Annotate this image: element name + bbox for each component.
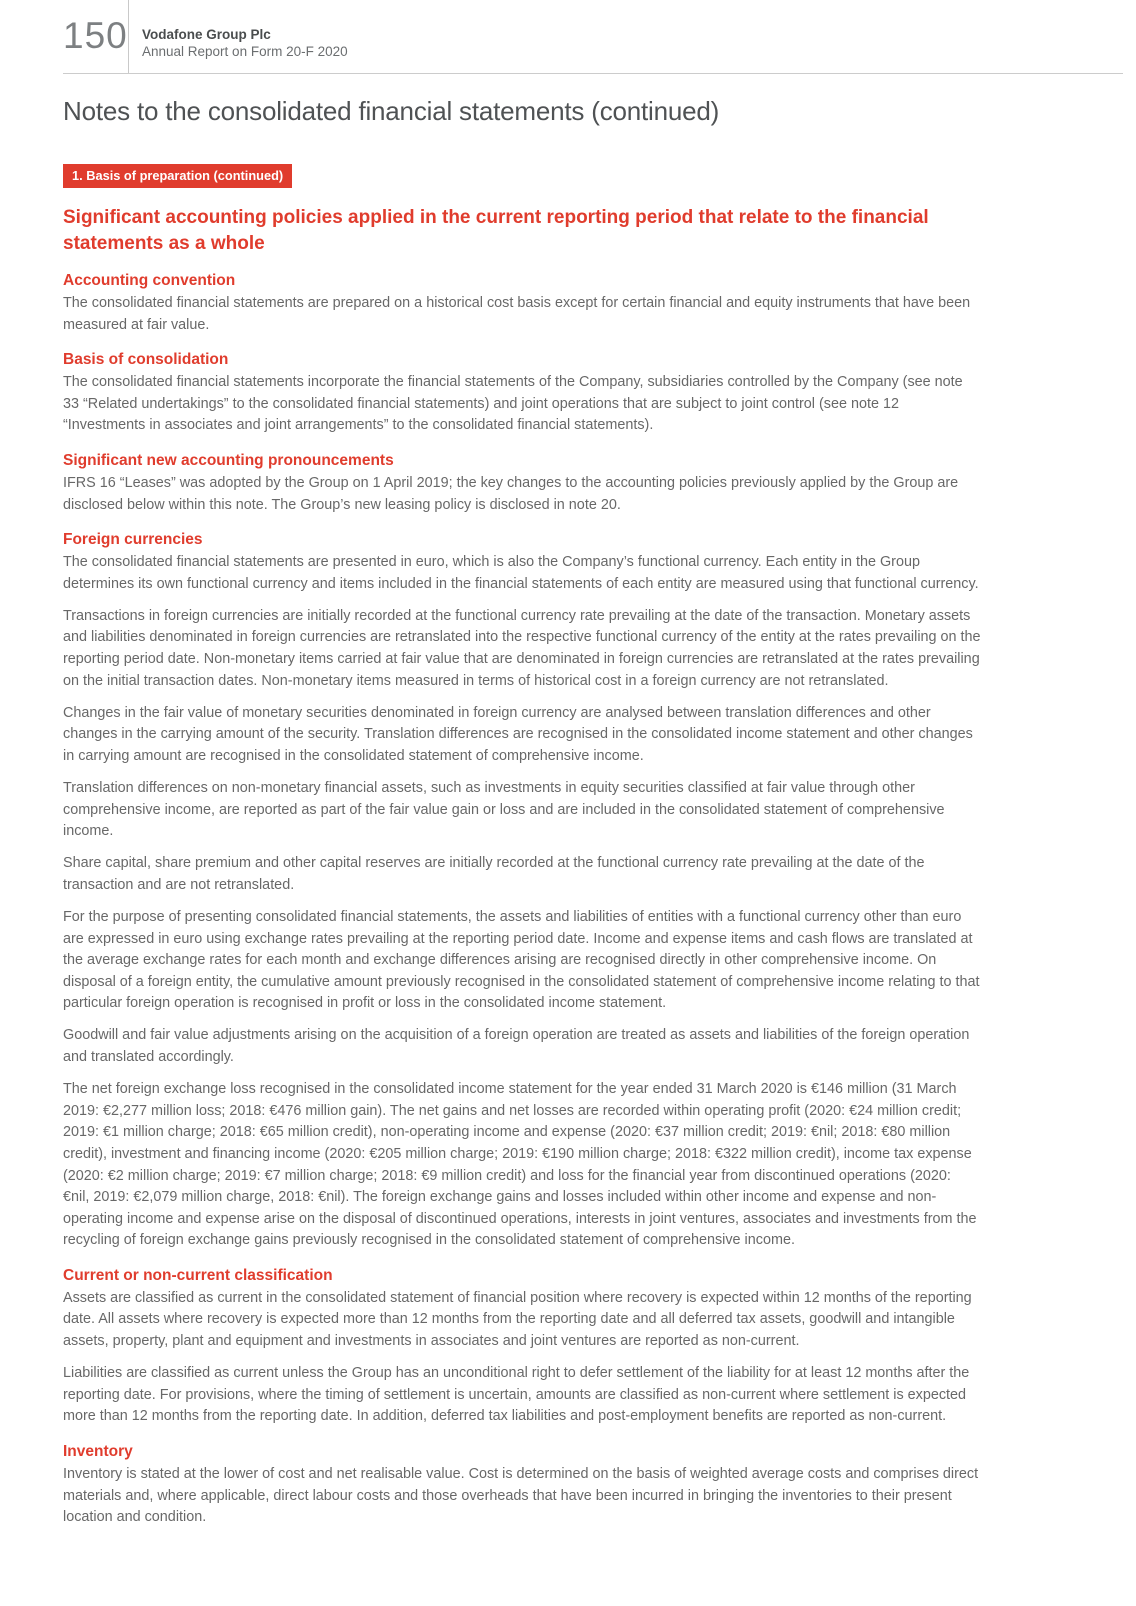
paragraph: Liabilities are classified as current unless the Group has an unconditional right to defer settlement of the liability for at least 12 months after the reporting date. For provisions, where the timing of settlement is uncertain, amounts are classified as non-current where settlement is expected more than 12 months from the reporting date. In addition, deferred tax liabilities and post-employment benefits are reported as non-current. — [63, 1365, 970, 1425]
report-header — [142, 27, 348, 60]
paragraph: The consolidated financial statements are prepared on a historical cost basis except for certain financial and equity instruments that have been measured at fair value. — [63, 295, 971, 333]
note-badge: 1. Basis of preparation (continued) — [63, 164, 292, 188]
paragraph: The net foreign exchange loss recognised in the consolidated income statement for the year ended 31 March 2020 is €146 million (31 March 2019: €2,277 million loss; 2018: €476 million gain). The net gains and net losses are recorded within operating profit (2020: €24 million credit; 2019: €1 million charge; 2018: €65 million credit), non-operating income and expense (2020: €37 million credit; 2019: €nil; 2018: €80 million credit), investment and financing income (2020: €205 million charge; 2019: €190 million charge; 2018: €322 million credit), income tax expense (2020: €2 million charge; 2019: €7 million charge; 2018: €9 million credit) and loss for the financial year from discontinued operations (2020: €nil, 2019: €2,079 million charge, 2018: €nil). The foreign exchange gains and losses included within other income and expense and non-operating income and expense arise on the disposal of discontinued operations, interests in joint ventures, associates and investments from the recycling of foreign exchange gains previously recognised in the consolidated statement of comprehensive income. — [63, 1081, 977, 1249]
paragraph: The consolidated financial statements are presented in euro, which is also the Company’s functional currency. Each entity in the Group determines its own functional currency and items included in the financial statements of each entity are measured using that functional currency. — [63, 554, 979, 592]
paragraph: For the purpose of presenting consolidated financial statements, the assets and liabilities of entities with a functional currency other than euro are expressed in euro using exchange rates prevailing at the reporting period date. Income and expense items and cash flows are translated at the average exchange rates for each month and exchange differences arising are recognised directly in other comprehensive income. On disposal of a foreign entity, the cumulative amount previously recognised in the consolidated statement of comprehensive income relating to that particular foreign operation is recognised in profit or loss in the consolidated income statement. — [63, 908, 980, 1012]
report-name: Annual Report on Form 20-F 2020 — [142, 43, 348, 59]
paragraph: The consolidated financial statements incorporate the financial statements of the Company, subsidiaries controlled by the Company (see note 33 “Related undertakings” to the consolidated financial statements) and joint operations that are subject to joint control (see note 12 “Investments in associates and joint arrangements” to the consolidated financial statements). — [63, 374, 963, 434]
page-number: 150 — [63, 15, 128, 56]
paragraph: Inventory is stated at the lower of cost and net realisable value. Cost is determined on the basis of weighted average costs and comprises direct materials and, where applicable, direct labour costs and those overheads that have been incurred in bringing the inventories to their present location and condition. — [63, 1465, 979, 1526]
paragraph: Changes in the fair value of monetary securities denominated in foreign currency are analysed between translation differences and other changes in the carrying amount of the security. Translation differences are recognised in the consolidated income statement and other changes in carrying amount are recognised in the consolidated statement of comprehensive income. — [63, 704, 973, 764]
header-divider — [128, 0, 129, 73]
paragraph: Goodwill and fair value adjustments arising on the acquisition of a foreign operation are treated as assets and liabilities of the foreign operation and translated accordingly. — [63, 1027, 970, 1066]
subsection-heading-inventory: Inventory — [63, 1442, 133, 1460]
paragraph: Transactions in foreign currencies are initially recorded at the functional currency rate prevailing at the date of the transaction. Monetary assets and liabilities denominated in foreign currencies are retranslated into the respective functional currency of the entity at the rates prevailing on the reporting period date. Non-monetary items carried at fair value that are denominated in foreign currencies are retranslated at the rates prevailing on the initial transaction dates. Non-monetary items measured in terms of historical cost in a foreign currency are not retranslated. — [63, 607, 981, 689]
paragraph: IFRS 16 “Leases” was adopted by the Group on 1 April 2019; the key changes to the accounting policies previously applied by the Group are disclosed below within this note. The Group’s new leasing policy is disclosed in note 20. — [63, 474, 959, 513]
subsection-heading-current-classification: Current or non-current classification — [63, 1266, 333, 1284]
subsection-heading-new-pronouncements: Significant new accounting pronouncements — [63, 451, 394, 469]
paragraph: Translation differences on non-monetary financial assets, such as investments in equity securities classified at fair value through other comprehensive income, are reported as part of the fair value gain or loss and are included in the consolidated statement of comprehensive income. — [63, 780, 945, 840]
subsection-heading-accounting-convention: Accounting convention — [63, 272, 236, 289]
section-title: Significant accounting policies applied in the current reporting period that relate to the financial statements as a whole — [63, 207, 929, 254]
paragraph: Assets are classified as current in the consolidated statement of financial position where recovery is expected within 12 months of the reporting date. All assets where recovery is expected more than 12 months from the reporting date and all deferred tax assets, goodwill and intangible assets, property, plant and equipment and investments in associates and joint ventures are reported as non-current. — [63, 1289, 972, 1350]
paragraph: Share capital, share premium and other capital reserves are initially recorded at the functional currency rate prevailing at the date of the transaction and are not retranslated. — [63, 855, 925, 893]
page-title: Notes to the consolidated financial statements (continued) — [63, 96, 720, 126]
subsection-heading-foreign-currencies: Foreign currencies — [63, 531, 203, 549]
content-column — [63, 74, 981, 1539]
subsection-heading-basis-of-consolidation: Basis of consolidation — [63, 351, 229, 369]
company-name: Vodafone Group Plc — [142, 27, 271, 42]
